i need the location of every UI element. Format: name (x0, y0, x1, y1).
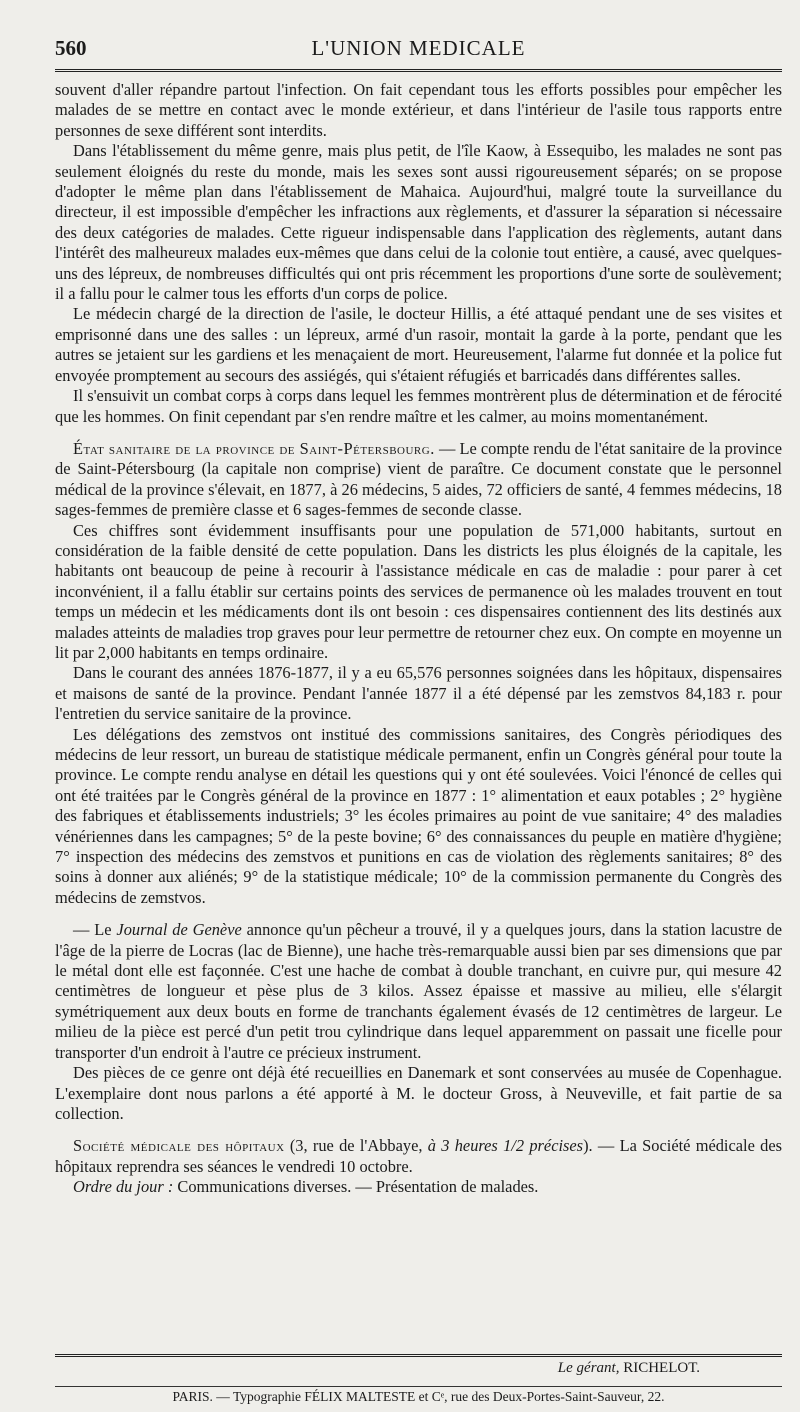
paragraph-10: Des pièces de ce genre ont déjà été recueillies en Danemark et sont conservées au musée de Copenhague. L'exemplaire dont nous parlons a été apporté à M. le docteur Gross, à Neuveville, et fait partie de sa collection. (55, 1063, 782, 1123)
journal-title: Journal de Genève (116, 920, 242, 940)
paragraph-12 (55, 1177, 782, 1197)
paragraph-11-body: ). — La Société médicale des hôpitaux reprendra ses séances le vendredi 10 octobre. (55, 1136, 783, 1176)
paragraph-9 (55, 920, 782, 1063)
footer-rule (55, 1354, 782, 1357)
running-title: L'UNION MEDICALE (311, 36, 526, 60)
paragraph-11 (55, 1136, 782, 1177)
printer-imprint: PARIS. — Typographie FÉLIX MALTESTE et Cᵉ, rue des Deux-Portes-Saint-Sauveur, 22. (172, 1389, 665, 1404)
meeting-time: à 3 heures 1/2 précises (427, 1136, 584, 1156)
paragraph-1: souvent d'aller répandre partout l'infection. On fait cependant tous les efforts possibles pour empêcher les malades de se mettre en contact avec le monde extérieur, et dans l'intérieur de l'asile tous rapports entre personnes de sexe différent sont interdits. (55, 80, 782, 140)
paragraph-9-lead: — Le (73, 920, 117, 940)
agenda-label: Ordre du jour : (73, 1177, 174, 1197)
page-number: 560 (55, 36, 87, 60)
paragraph-11-address: (3, rue de l'Abbaye, (284, 1136, 428, 1156)
paragraph-5-body: — Le compte rendu de l'état sanitaire de la province de Saint-Pétersbourg (la capitale non comprise) vient de paraître. Ce document constate que le personnel médical de la province s'élevait, en 1877, à 26 médecins, 5 aides, 72 officiers de santé, 4 femmes médecins, 18 sages-femmes de première classe et 6 sages-femmes de seconde classe. (55, 438, 782, 520)
paragraph-5 (55, 439, 782, 521)
imprint-rule (55, 1386, 782, 1387)
article-body (55, 80, 782, 1198)
paragraph-6: Ces chiffres sont évidemment insuffisants pour une population de 571,000 habitants, surtout en considération de la faible densité de cette population. Dans les districts les plus éloignés de la capitale, les habitants ont beaucoup de peine à recourir à l'assistance médicale en cas de maladie : pour parer à cet inconvénient, il a fallu établir sur certains points des services de permanence où les malades trouvent en tout temps un médecin et les médicaments dont ils ont besoin : ces dispensaires contiennent des lits destinés aux malades atteints de maladies trop graves pour leur permettre de retourner chez eux. On compte en moyenne un lit par 2,000 habitants en temps ordinaire. (55, 520, 782, 662)
section-heading-societe-medicale: Société médicale des hôpitaux (73, 1136, 285, 1156)
signature (558, 1360, 700, 1377)
page-header (55, 26, 782, 66)
header-rule (55, 69, 782, 72)
paragraph-3: Le médecin chargé de la direction de l'asile, le docteur Hillis, a été attaqué pendant une de ses visites et emprisonné dans une des salles : un lépreux, armé d'un rasoir, montait la garde à la porte, pendant que les autres se jetaient sur les gardiens et les menaçaient de mort. Heureusement, l'alarme fut donnée et la police fut envoyée promptement au secours des assiégés, qui s'étaient réfugiés et barricadés dans différentes salles. (55, 304, 782, 385)
agenda-body: Communications diverses. — Présentation de malades. (173, 1177, 539, 1197)
paragraph-8: Les délégations des zemstvos ont institué des commissions sanitaires, des Congrès périodiques des médecins de leur ressort, un bureau de statistique médicale permanent, enfin un Congrès général pour toute la province. Le compte rendu analyse en détail les questions qui y ont été soulevées. Voici l'énoncé de celles qui ont été traitées par le Congrès général de la province en 1877 : 1° alimentation et eaux potables ; 2° hygiène des fabriques et établissements industriels; 3° les écoles primaires au point de vue sanitaire; 4° des maladies vénériennes dans les campagnes; 5° de la peste bovine; 6° des connaissances du peuple en matière d'hygiène; 7° inspection des médecins des zemstvos et punitions en cas de violation des règlements sanitaires; 8° des soins à donner aux aliénés; 9° de la statistique médicale; 10° de la commission permanente du Congrès des médecins de zemstvos. (55, 724, 782, 907)
paragraph-2: Dans l'établissement du même genre, mais plus petit, de l'île Kaow, à Essequibo, les malades ne sont pas seulement éloignés du reste du monde, mais les sexes sont aussi rigoureusement séparés; on se propose d'adopter le même plan dans l'établissement de Mahaica. Aujourd'hui, malgré toute la surveillance du directeur, il est impossible d'empêcher les infractions aux règlements, et d'assurer la séparation si nécessaire des deux catégories de malades. Cette rigueur indispensable dans l'application des règlements, autant dans l'intérêt des malheureux malades eux-mêmes que dans celui de la colonie tout entière, a causé, avec quelques-uns des lépreux, de nombreuses difficultés qui ont pris récemment les proportions d'une sorte de soulèvement; il a fallu pour le calmer tous les efforts d'un corps de police. (55, 141, 782, 304)
section-heading-saint-petersbourg: État sanitaire de la province de Saint-Pétersbourg. (73, 438, 435, 458)
signature-label: Le gérant, (557, 1360, 620, 1376)
paragraph-4: Il s'ensuivit un combat corps à corps dans lequel les femmes montrèrent plus de détermination et de férocité que les hommes. On finit cependant par s'en rendre maître et les calmer, au moins momentanément. (55, 386, 782, 426)
paragraph-9-body: annonce qu'un pêcheur a trouvé, il y a quelques jours, dans la station lacustre de l'âge de la pierre de Locras (lac de Bienne), une hache très-remarquable aussi bien par ses dimensions que par le métal dont elle est façonnée. C'est une hache de combat à double tranchant, en cuivre pur, qui mesure 42 centimètres de longueur et pèse plus de 3 kilos. Assez épaisse et massive au milieu, elle s'élargit symétriquement aux deux bouts en forme de tranchants également évasés de 12 centimètres de largeur. Le milieu de la pièce est percé d'un petit trou cylindrique dans lequel apparemment on passait une ficelle pour transporter d'un endroit à l'autre ce précieux instrument. (55, 920, 783, 1062)
signature-name: RICHELOT. (623, 1360, 700, 1376)
paragraph-7: Dans le courant des années 1876-1877, il y a eu 65,576 personnes soignées dans les hôpitaux, dispensaires et maisons de santé de la province. Pendant l'année 1877 il a été dépensé par les zemstvos 84,183 r. pour l'entretien du service sanitaire de la province. (55, 663, 782, 724)
